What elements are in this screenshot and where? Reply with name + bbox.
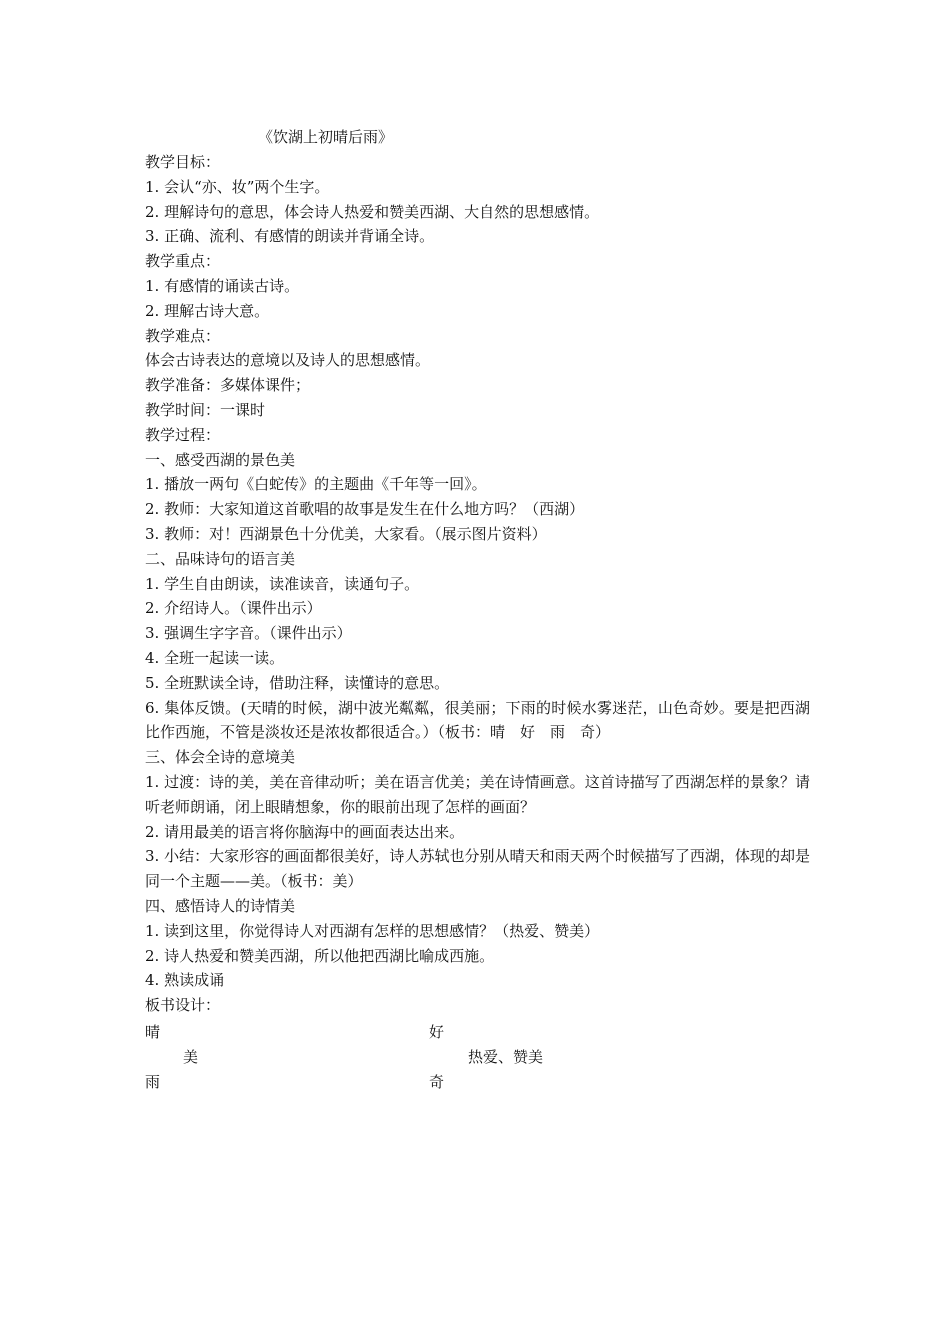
step-heading: 四、感悟诗人的诗情美: [145, 896, 296, 915]
section-heading: 教学目标：: [145, 153, 221, 171]
list-item: 6. 集体反馈。(天晴的时候，湖中波光粼粼，很美丽；下雨的时候水雾迷茫，山色奇妙。要是把西湖比作西施，不管是淡妆还是浓妆都很适合。）（板书：晴 好 雨 奇）: [145, 698, 810, 742]
list-item: 1. 过渡：诗的美，美在音律动听；美在语言优美；美在诗情画意。这首诗描写了西湖怎样的景象？请听老师朗诵，闭上眼睛想象，你的眼前出现了怎样的画面？: [145, 772, 810, 816]
list-item: 4. 全班一起读一读。: [145, 648, 285, 667]
step-heading: 三、体会全诗的意境美: [145, 748, 296, 767]
list-item: 2. 请用最美的语言将你脑海中的画面表达出来。: [145, 822, 465, 841]
board-design: [145, 1020, 645, 1100]
text-line: 教学时间：一课时: [145, 400, 266, 419]
list-item: 3. 正确、流利、有感情的朗读并背诵全诗。: [145, 227, 435, 246]
list-item: 1. 有感情的诵读古诗。: [145, 276, 300, 295]
text-line: 体会古诗表达的意境以及诗人的思想感情。: [145, 351, 431, 370]
list-item: 1. 学生自由朗读，读准读音，读通句子。: [145, 574, 420, 593]
list-item: 4. 熟读成诵: [145, 971, 225, 990]
step-heading: 一、感受西湖的景色美: [145, 450, 296, 469]
step-heading: 二、品味诗句的语言美: [145, 549, 296, 568]
board-mei: 美: [183, 1048, 199, 1066]
board-feeling: 热爱、赞美: [468, 1048, 544, 1066]
list-item: 2. 理解诗句的意思，体会诗人热爱和赞美西湖、大自然的思想感情。: [145, 202, 600, 221]
list-item: 3. 强调生字字音。（课件出示）: [145, 624, 352, 643]
list-item: 2. 教师：大家知道这首歌唱的故事是发生在什么地方吗？（西湖）: [145, 500, 585, 519]
section-heading: 教学重点：: [145, 252, 221, 271]
board-hao: 好: [429, 1023, 445, 1041]
list-item: 5. 全班默读全诗，借助注释，读懂诗的意思。: [145, 673, 450, 692]
list-item: 2. 诗人热爱和赞美西湖，所以他把西湖比喻成西施。: [145, 946, 495, 965]
board-yu: 雨: [145, 1073, 161, 1091]
page-title: 《饮湖上初晴后雨》: [258, 128, 394, 146]
list-item: 3. 小结：大家形容的画面都很美好，诗人苏轼也分别从晴天和雨天两个时候描写了西湖，体现的却是同一个主题——美。（板书：美）: [145, 847, 810, 891]
list-item: 2. 介绍诗人。（课件出示）: [145, 599, 322, 618]
text-line: 教学准备：多媒体课件；: [145, 376, 311, 395]
list-item: 1. 播放一两句《白蛇传》的主题曲《千年等一回》。: [145, 475, 487, 494]
board-qi: 奇: [429, 1073, 445, 1091]
document-body: [145, 150, 810, 1018]
list-item: 3. 教师：对！西湖景色十分优美，大家看。（展示图片资料）: [145, 524, 547, 543]
list-item: 2. 理解古诗大意。: [145, 301, 270, 320]
list-item: 1. 读到这里，你觉得诗人对西湖有怎样的思想感情？（热爱、赞美）: [145, 921, 600, 940]
board-qing: 晴: [145, 1023, 161, 1041]
section-heading: 板书设计：: [145, 996, 221, 1015]
list-item: 1. 会认“亦、妆”两个生字。: [145, 177, 330, 196]
section-heading: 教学难点：: [145, 326, 221, 345]
section-heading: 教学过程：: [145, 425, 221, 444]
